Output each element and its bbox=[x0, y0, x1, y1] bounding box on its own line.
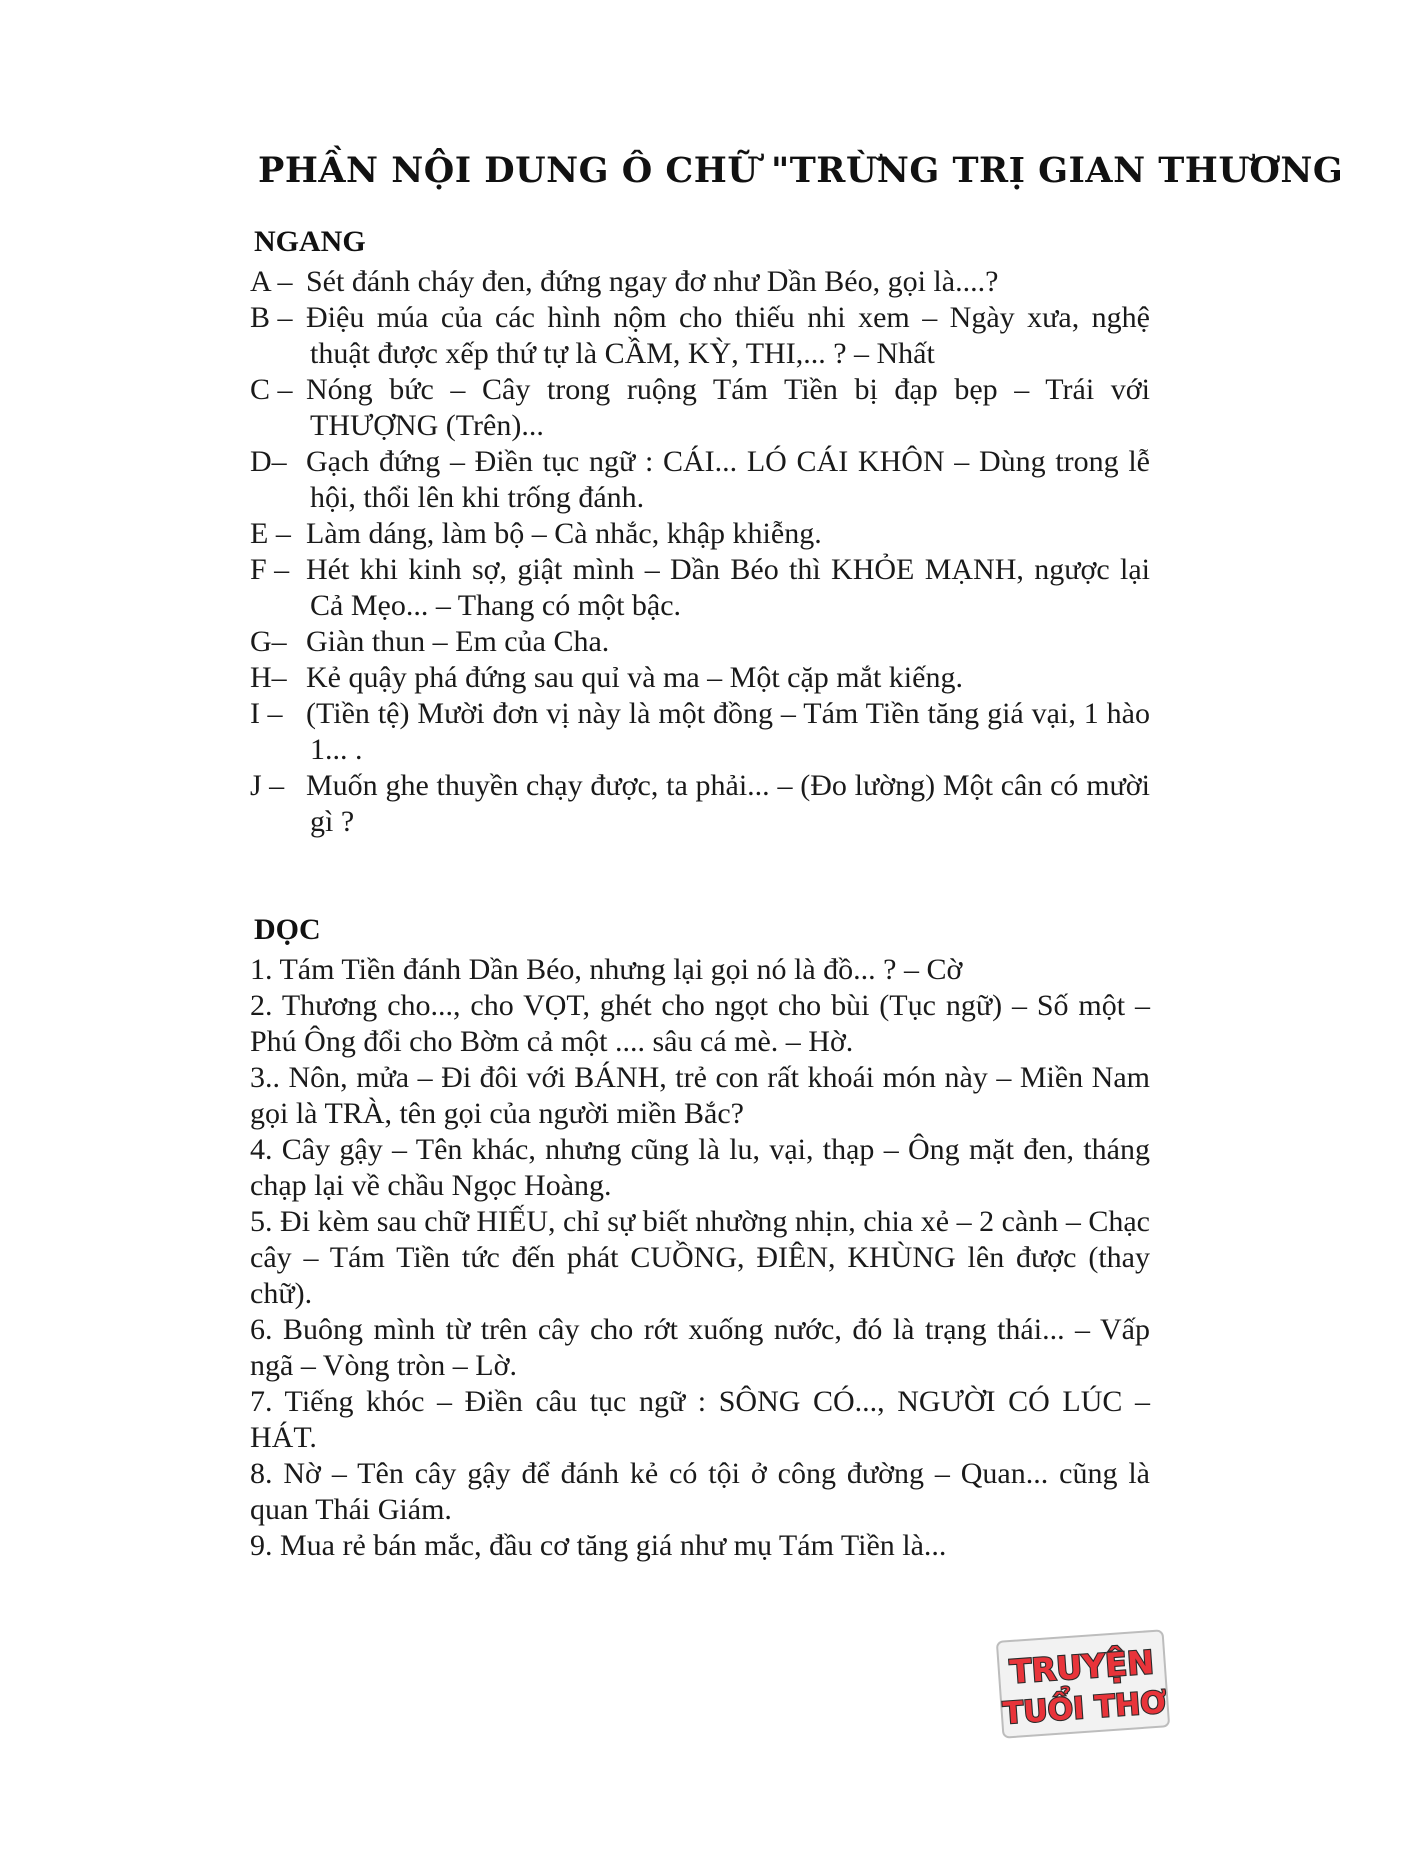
across-section bbox=[250, 222, 1150, 840]
clue-key: A – bbox=[250, 265, 293, 298]
across-clue bbox=[250, 264, 1150, 300]
clue-key: D– bbox=[250, 445, 287, 478]
down-clue: 2. Thương cho..., cho VỌT, ghét cho ngọt cho bùi (Tục ngữ) – Số một – Phú Ông đổi cho Bờm cả một .... sâu cá mè. – Hờ. bbox=[250, 989, 1150, 1058]
clue-text: Kẻ quậy phá đứng sau quỉ và ma – Một cặp mắt kiếng. bbox=[306, 661, 963, 694]
clue-key: J – bbox=[250, 769, 285, 802]
across-clue bbox=[250, 624, 1150, 660]
clue-text: Làm dáng, làm bộ – Cà nhắc, khập khiễng. bbox=[306, 517, 822, 550]
logo-line2: TUỔI THƠ bbox=[1001, 1685, 1168, 1732]
across-clue bbox=[250, 768, 1150, 840]
across-heading: NGANG bbox=[254, 225, 366, 258]
down-clue: 4. Cây gậy – Tên khác, nhưng cũng là lu, vại, thạp – Ông mặt đen, tháng chạp lại về chầu Ngọc Hoàng. bbox=[250, 1133, 1150, 1202]
across-clue bbox=[250, 660, 1150, 696]
clue-key: F – bbox=[250, 553, 290, 586]
clue-text: Nóng bức – Cây trong ruộng Tám Tiền bị đạp bẹp – Trái với THƯỢNG (Trên)... bbox=[306, 373, 1150, 442]
clue-text: Gạch đứng – Điền tục ngữ : CÁI... LÓ CÁI KHÔN – Dùng trong lễ hội, thổi lên khi trống đánh. bbox=[306, 445, 1150, 514]
clue-key: I – bbox=[250, 697, 283, 730]
clue-text: (Tiền tệ) Mười đơn vị này là một đồng – Tám Tiền tăng giá vại, 1 hào 1... . bbox=[306, 697, 1150, 766]
logo-line1: TRUYỆN bbox=[1008, 1643, 1156, 1692]
across-clue bbox=[250, 552, 1150, 624]
down-clue: 5. Đi kèm sau chữ HIẾU, chỉ sự biết nhường nhịn, chia xẻ – 2 cành – Chạc cây – Tám Tiền tức đến phát CUỒNG, ĐIÊN, KHÙNG lên được (thay chữ). bbox=[250, 1205, 1150, 1310]
clue-key: E – bbox=[250, 517, 291, 550]
clue-text: Hét khi kinh sợ, giật mình – Dần Béo thì KHỎE MẠNH, ngược lại Cả Mẹo... – Thang có một bậc. bbox=[306, 553, 1150, 622]
clue-text: Sét đánh cháy đen, đứng ngay đơ như Dần Béo, gọi là....? bbox=[306, 265, 999, 298]
across-clue bbox=[250, 696, 1150, 768]
clue-key: G– bbox=[250, 625, 287, 658]
across-clue bbox=[250, 444, 1150, 516]
clue-key: C – bbox=[250, 373, 293, 406]
down-clue: 8. Nờ – Tên cây gậy để đánh kẻ có tội ở công đường – Quan... cũng là quan Thái Giám. bbox=[250, 1457, 1150, 1526]
down-clue: 7. Tiếng khóc – Điền câu tục ngữ : SÔNG CÓ..., NGƯỜI CÓ LÚC – HÁT. bbox=[250, 1385, 1150, 1454]
down-clue: 1. Tám Tiền đánh Dần Béo, nhưng lại gọi nó là đồ... ? – Cờ bbox=[250, 953, 963, 986]
across-clue bbox=[250, 300, 1150, 372]
down-clue: 3.. Nôn, mửa – Đi đôi với BÁNH, trẻ con rất khoái món này – Miền Nam gọi là TRÀ, tên gọi của người miền Bắc? bbox=[250, 1061, 1150, 1130]
clue-text: Giàn thun – Em của Cha. bbox=[306, 625, 610, 658]
clue-text: Muốn ghe thuyền chạy được, ta phải... – (Đo lường) Một cân có mười gì ? bbox=[306, 769, 1150, 838]
down-heading: DỌC bbox=[254, 913, 321, 946]
page-title: PHẦN NỘI DUNG Ô CHỮ "TRỪNG TRỊ GIAN THƯƠNG bbox=[258, 150, 1344, 191]
across-clue bbox=[250, 516, 1150, 552]
across-clue bbox=[250, 372, 1150, 444]
clue-key: H– bbox=[250, 661, 287, 694]
truyen-tuoi-tho-logo bbox=[994, 1628, 1172, 1740]
clue-text: Điệu múa của các hình nộm cho thiếu nhi xem – Ngày xưa, nghệ thuật được xếp thứ tự là CẦM, KỲ, THI,... ? – Nhất bbox=[306, 301, 1150, 370]
down-clue: 9. Mua rẻ bán mắc, đầu cơ tăng giá như mụ Tám Tiền là... bbox=[250, 1529, 947, 1562]
down-clue: 6. Buông mình từ trên cây cho rớt xuống nước, đó là trạng thái... – Vấp ngã – Vòng tròn – Lờ. bbox=[250, 1313, 1150, 1382]
down-section bbox=[250, 910, 1150, 1564]
clue-key: B – bbox=[250, 301, 293, 334]
